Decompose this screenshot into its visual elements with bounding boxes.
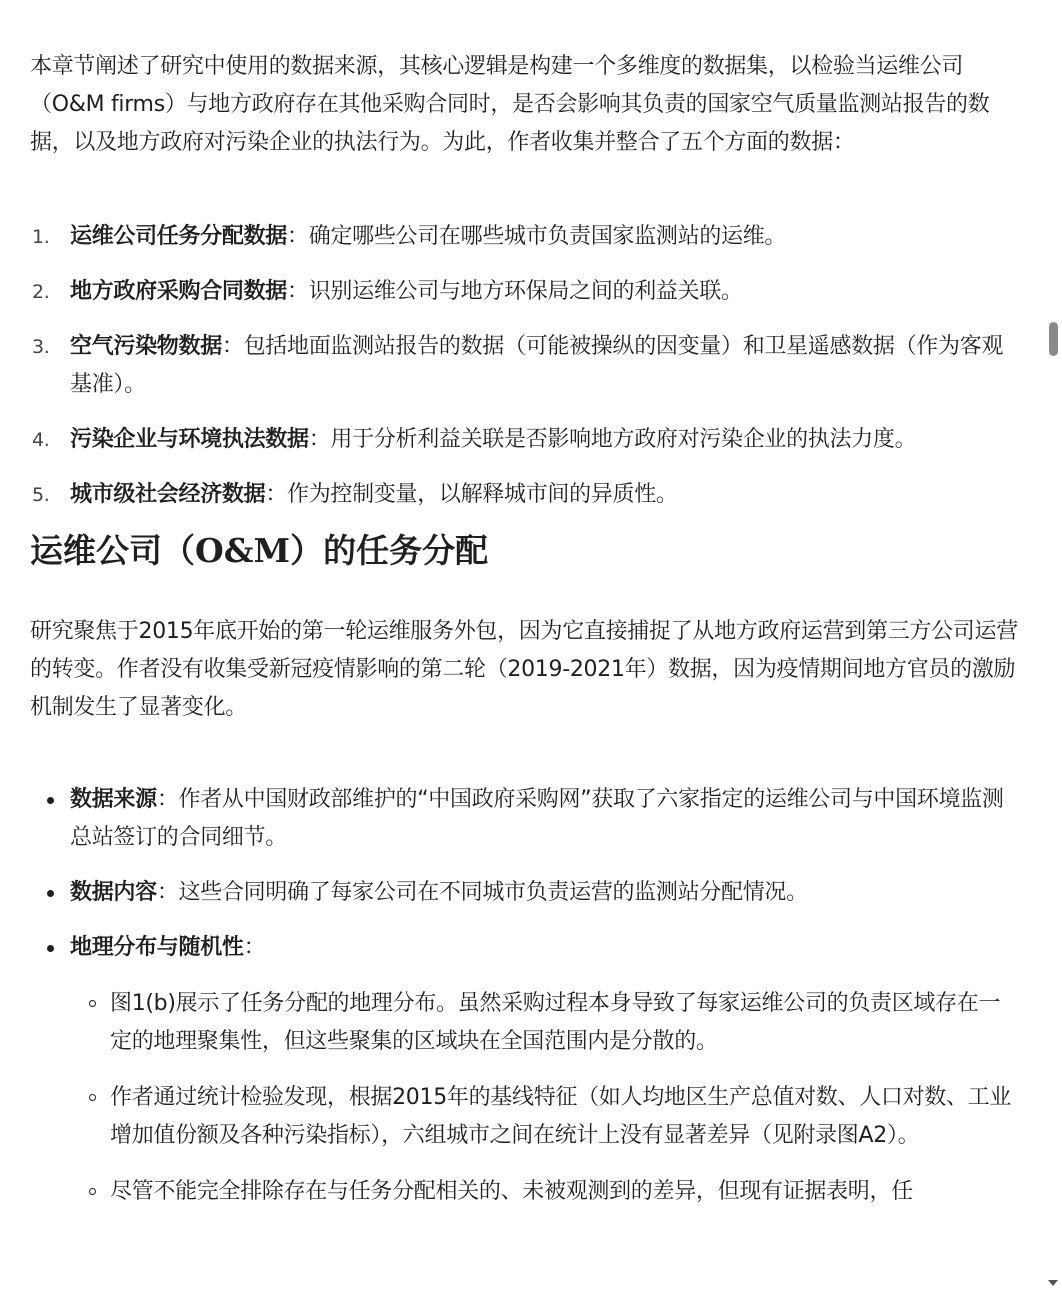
list-number: 4. [32, 429, 50, 451]
sub-bullet-item [70, 1079, 1020, 1155]
sub-bullet-text: 图1(b)展示了任务分配的地理分布。虽然采购过程本身导致了每家运维公司的负责区域存在一定的地理聚集性，但这些聚集的区域块在全国范围内是分散的。 [110, 991, 1001, 1054]
list-item-text: ：作为控制变量，以解释城市间的异质性。 [265, 482, 678, 507]
sub-bullet-item [70, 985, 1020, 1061]
bullet-text: ：这些合同明确了每家公司在不同城市负责运营的监测站分配情况。 [156, 880, 808, 905]
list-item-title: 城市级社会经济数据 [70, 482, 266, 507]
circle-bullet-icon [89, 1000, 96, 1007]
document-content [30, 48, 1020, 1229]
list-number: 5. [32, 484, 50, 506]
bullet-item [30, 929, 1020, 1211]
bullet-text: ：作者从中国财政部维护的“中国政府采购网”获取了六家指定的运维公司与中国环境监测总站签订的合同细节。 [70, 787, 1004, 850]
list-item-text: ：包括地面监测站报告的数据（可能被操纵的因变量）和卫星遥感数据（作为客观基准）。 [70, 334, 1004, 397]
list-item-text: ：用于分析利益关联是否影响地方政府对污染企业的执法力度。 [308, 427, 917, 452]
list-item-title: 污染企业与环境执法数据 [70, 427, 309, 452]
bullet-dot-icon [47, 797, 54, 804]
bullet-title: 数据内容 [70, 880, 157, 905]
sub-bullet-text: 尽管不能完全排除存在与任务分配相关的、未被观测到的差异，但现有证据表明，任 [110, 1179, 913, 1204]
sub-bullet-list [70, 985, 1020, 1211]
list-item-title: 空气污染物数据 [70, 334, 222, 359]
section-paragraph: 研究聚焦于2015年底开始的第一轮运维服务外包，因为它直接捕捉了从地方政府运营到第三方公司运营的转变。作者没有收集受新冠疫情影响的第二轮（2019-2021年）数据，因为疫情期间地方官员的激励机制发生了显著变化。 [30, 619, 1018, 720]
bullet-dot-icon [47, 945, 54, 952]
list-number: 1. [32, 226, 50, 248]
list-item-title: 地方政府采购合同数据 [70, 279, 288, 304]
list-item [30, 218, 1020, 256]
list-item [30, 328, 1020, 404]
vertical-scrollbar[interactable] [1047, 0, 1059, 1292]
scrollbar-thumb[interactable] [1049, 322, 1058, 356]
intro-paragraph: 本章节阐述了研究中使用的数据来源，其核心逻辑是构建一个多维度的数据集，以检验当运维公司（O&M firms）与地方政府存在其他采购合同时，是否会影响其负责的国家空气质量监测站报告的数据，以及地方政府对污染企业的执法行为。为此，作者收集并整合了五个方面的数据： [30, 54, 990, 155]
circle-bullet-icon [89, 1188, 96, 1195]
list-item-text: ：确定哪些公司在哪些城市负责国家监测站的运维。 [287, 224, 787, 249]
bullet-title: 数据来源 [70, 787, 157, 812]
data-sources-list [30, 218, 1020, 514]
bullet-item [30, 874, 1020, 912]
sub-bullet-item [70, 1173, 1020, 1211]
list-item [30, 421, 1020, 459]
scroll-down-arrow-icon[interactable] [1048, 1280, 1058, 1286]
sub-bullet-text: 作者通过统计检验发现，根据2015年的基线特征（如人均地区生产总值对数、人口对数、工业增加值份额及各种污染指标），六组城市之间在统计上没有显著差异（见附录图A2）。 [110, 1085, 1012, 1148]
list-item [30, 476, 1020, 514]
list-item-title: 运维公司任务分配数据 [70, 224, 288, 249]
list-item-text: ：识别运维公司与地方环保局之间的利益关联。 [287, 279, 743, 304]
bullet-item [30, 781, 1020, 857]
list-item [30, 273, 1020, 311]
list-number: 2. [32, 281, 50, 303]
bullet-text: ： [243, 935, 266, 960]
bullet-list [30, 781, 1020, 1211]
list-number: 3. [32, 336, 50, 358]
bullet-dot-icon [47, 890, 54, 897]
bullet-title: 地理分布与随机性 [70, 935, 244, 960]
section-heading: 运维公司（O&M）的任务分配 [30, 531, 489, 570]
circle-bullet-icon [89, 1094, 96, 1101]
